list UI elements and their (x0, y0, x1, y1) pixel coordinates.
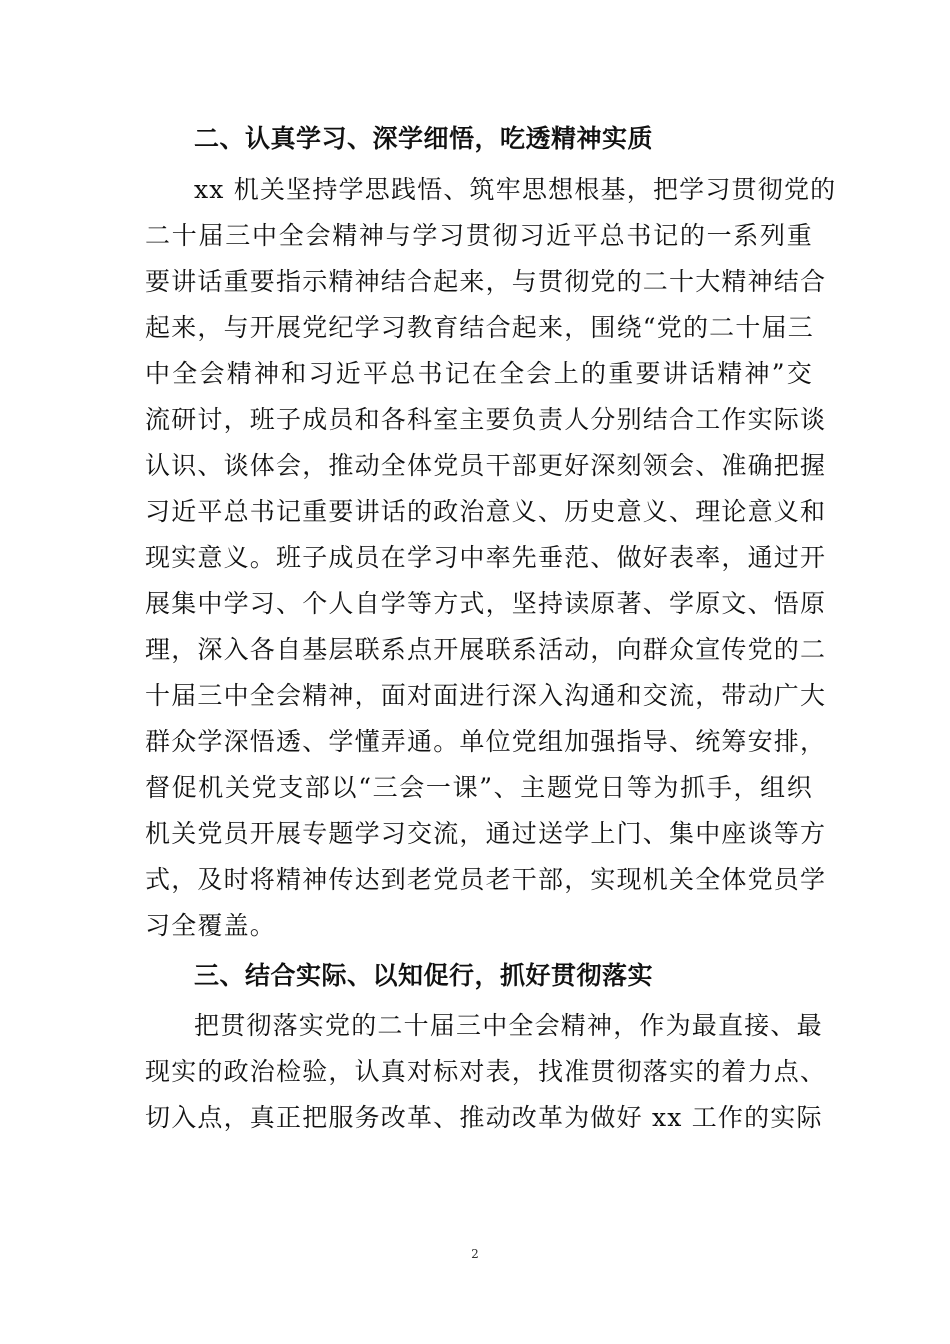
paragraph-line: 群众学深悟透、学懂弄通。单位党组加强指导、统筹安排， (145, 727, 827, 756)
section-3-paragraph (145, 1003, 827, 1141)
page-number: 2 (471, 1247, 479, 1261)
paragraph-line: 展集中学习、个人自学等方式，坚持读原著、学原文、悟原 (145, 589, 827, 618)
section-heading-3: 三、结合实际、以知促行，抓好贯彻落实 (194, 961, 654, 990)
paragraph-line: 流研讨，班子成员和各科室主要负责人分别结合工作实际谈 (145, 405, 827, 434)
paragraph-line: 习近平总书记重要讲话的政治意义、历史意义、理论意义和 (145, 497, 827, 526)
paragraph-line: 式，及时将精神传达到老党员老干部，实现机关全体党员学 (145, 865, 827, 894)
paragraph-line: 理，深入各自基层联系点开展联系活动，向群众宣传党的二 (145, 635, 827, 664)
paragraph-line: 现实意义。班子成员在学习中率先垂范、做好表率，通过开 (145, 543, 827, 572)
paragraph-line: 习全覆盖。 (145, 911, 277, 940)
section-heading-2: 二、认真学习、深学细悟，吃透精神实质 (194, 124, 654, 153)
paragraph-line: 要讲话重要指示精神结合起来，与贯彻党的二十大精神结合 (145, 267, 827, 296)
document-body (145, 116, 837, 1141)
paragraph-line: 十届三中全会精神，面对面进行深入沟通和交流，带动广大 (145, 681, 827, 710)
paragraph-line: 起来，与开展党纪学习教育结合起来，围绕“党的二十届三 (145, 313, 814, 342)
paragraph-line: 把贯彻落实党的二十届三中全会精神，作为最直接、最 (194, 1011, 823, 1040)
paragraph-line: 切入点，真正把服务改革、推动改革为做好 xx 工作的实际 (145, 1103, 823, 1132)
paragraph-line: 认识、谈体会，推动全体党员干部更好深刻领会、准确把握 (145, 451, 827, 480)
paragraph-line: 中全会精神和习近平总书记在全会上的重要讲话精神”交 (145, 359, 813, 388)
paragraph-line: 督促机关党支部以“三会一课”、主题党日等为抓手，组织 (145, 773, 813, 802)
paragraph-line: 现实的政治检验，认真对标对表，找准贯彻落实的着力点、 (145, 1057, 827, 1086)
paragraph-line: 二十届三中全会精神与学习贯彻习近平总书记的一系列重 (145, 221, 813, 250)
section-2-paragraph (145, 167, 837, 949)
paragraph-line: 机关党员开展专题学习交流，通过送学上门、集中座谈等方 (145, 819, 827, 848)
paragraph-line: xx 机关坚持学思践悟、筑牢思想根基，把学习贯彻党的 (194, 175, 837, 204)
